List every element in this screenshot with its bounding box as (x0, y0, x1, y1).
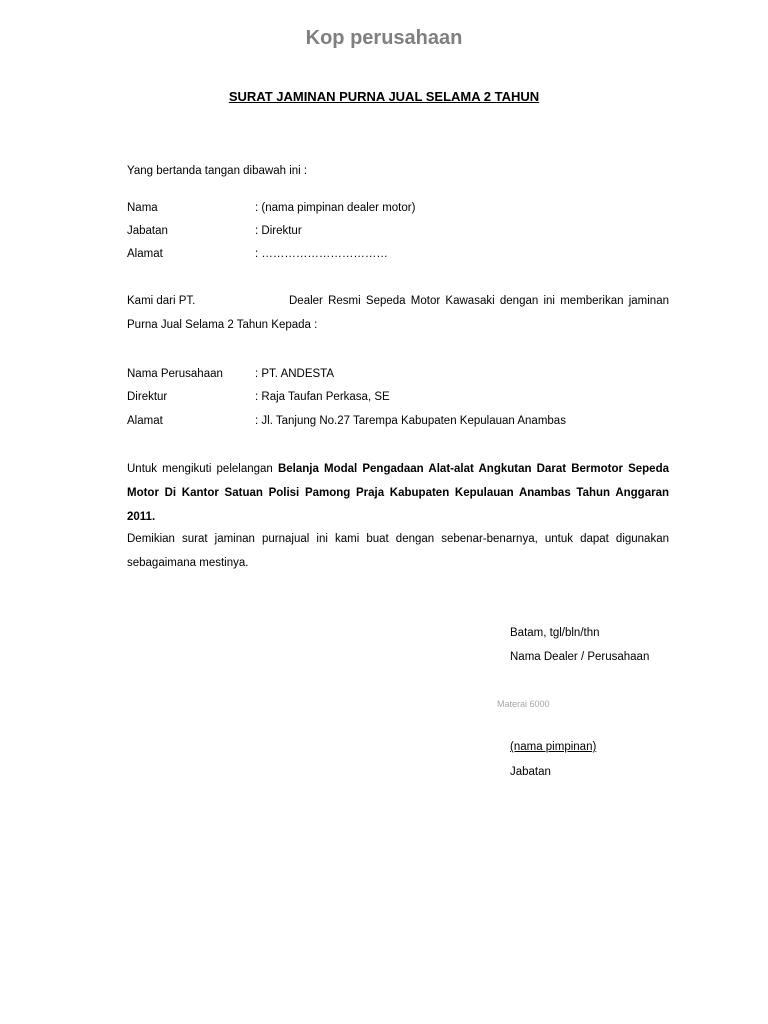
field-value: : Jl. Tanjung No.27 Tarempa Kabupaten Kepulauan Anambas (255, 415, 566, 427)
field-label: Nama (127, 202, 158, 214)
field-value: : …………………………… (255, 248, 388, 260)
statement-line-1 (127, 295, 669, 311)
field-label: Alamat (127, 415, 163, 427)
field-value: : Direktur (255, 225, 302, 237)
signature-position: Jabatan (510, 766, 551, 778)
letter-title: SURAT JAMINAN PURNA JUAL SELAMA 2 TAHUN (228, 89, 540, 104)
signature-name: (nama pimpinan) (510, 741, 597, 753)
field-label: Direktur (127, 391, 168, 403)
intro-text: Yang bertanda tangan dibawah ini : (127, 165, 308, 177)
purpose-prefix: Untuk mengikuti pelelangan (127, 463, 278, 475)
field-label: Alamat (127, 248, 163, 260)
field-label: Jabatan (127, 225, 168, 237)
field-value: : Raja Taufan Perkasa, SE (255, 391, 390, 403)
field-label: Nama Perusahaan (127, 368, 223, 380)
statement-part-1: Kami dari PT. (127, 295, 196, 307)
statement-line-2: Purna Jual Selama 2 Tahun Kepada : (127, 319, 318, 331)
purpose-paragraph (127, 457, 669, 529)
signature-place-date: Batam, tgl/bln/thn (510, 627, 600, 639)
closing-paragraph: Demikian surat jaminan purnajual ini kami buat dengan sebenar-benarnya, untuk dapat digunakan sebagaimana mestinya. (127, 533, 669, 569)
field-value: : (nama pimpinan dealer motor) (255, 202, 416, 214)
letterhead-placeholder: Kop perusahaan (305, 27, 463, 49)
signature-company: Nama Dealer / Perusahaan (510, 651, 650, 663)
materai-stamp-placeholder: Materai 6000 (497, 699, 550, 709)
statement-part-2: Dealer Resmi Sepeda Motor Kawasaki dengan ini memberikan jaminan (289, 295, 669, 307)
field-value: : PT. ANDESTA (255, 368, 335, 380)
purpose-bold: Belanja Modal Pengadaan Alat-alat Angkutan Darat Bermotor Sepeda Motor Di Kantor Satuan Polisi Pamong Praja Kabupaten Kepulauan Anambas Tahun Anggaran 2011. (127, 463, 669, 523)
